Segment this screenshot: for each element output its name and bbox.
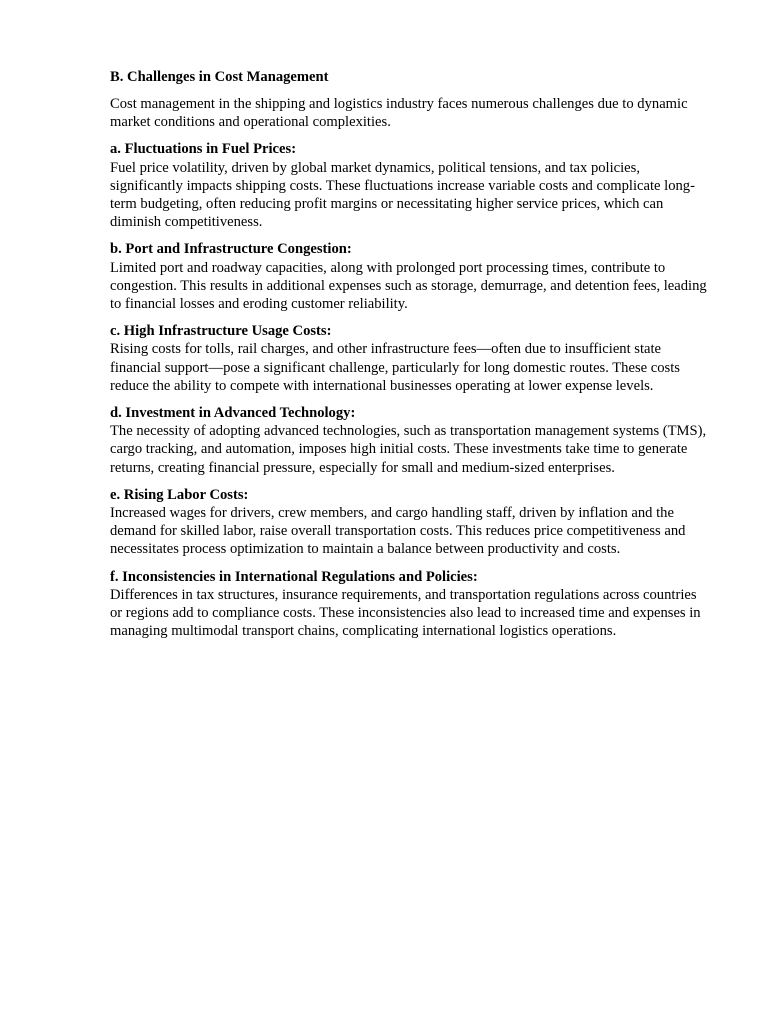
- challenge-infrastructure-costs: [110, 322, 712, 395]
- challenge-body: Limited port and roadway capacities, along with prolonged port processing times, contribute to congestion. This results in additional expenses such as storage, demurrage, and detention fees, leading to financial losses and eroding customer reliability.: [110, 259, 707, 313]
- challenge-body: Increased wages for drivers, crew members, and cargo handling staff, driven by inflation and the demand for skilled labor, raise overall transportation costs. This reduces price competitiveness and necessitates process optimization to maintain a balance between productivity and costs.: [110, 505, 686, 558]
- challenge-body: The necessity of adopting advanced technologies, such as transportation management systems (TMS), cargo tracking, and automation, imposes high initial costs. These investments take time to generate returns, creating financial pressure, especially for small and medium-sized enterprises.: [110, 423, 707, 476]
- section-heading: B. Challenges in Cost Management: [110, 69, 329, 85]
- challenge-technology-investment: [110, 404, 712, 477]
- challenge-port-congestion: [110, 240, 712, 313]
- challenge-body: Differences in tax structures, insurance requirements, and transportation regulations across countries or regions add to compliance costs. These inconsistencies also lead to increased time and expenses in managing multimodal transport chains, complicating international logistics operations.: [110, 586, 701, 640]
- challenge-fuel-prices: [110, 140, 712, 231]
- challenge-title: a. Fluctuations in Fuel Prices:: [110, 141, 297, 158]
- challenge-title: f. Inconsistencies in International Regulations and Policies:: [110, 568, 478, 585]
- challenge-body: Fuel price volatility, driven by global market dynamics, political tensions, and tax policies, significantly impacts shipping costs. These fluctuations increase variable costs and complicate long-term budgeting, often reducing profit margins or necessitating higher service prices, which can diminish competitiveness.: [110, 159, 695, 231]
- intro-paragraph: Cost management in the shipping and logistics industry faces numerous challenges due to dynamic market conditions and operational complexities.: [110, 96, 688, 131]
- challenge-body: Rising costs for tolls, rail charges, and other infrastructure fees—often due to insufficient state financial support—pose a significant challenge, particularly for long domestic routes. These costs reduce the ability to compete with international businesses operating at lower expense levels.: [110, 341, 680, 394]
- challenge-title: d. Investment in Advanced Technology:: [110, 405, 356, 422]
- challenge-title: e. Rising Labor Costs:: [110, 486, 249, 503]
- challenge-title: c. High Infrastructure Usage Costs:: [110, 323, 332, 340]
- challenge-regulations: [110, 568, 712, 641]
- challenge-title: b. Port and Infrastructure Congestion:: [110, 241, 352, 258]
- challenge-labor-costs: [110, 486, 712, 559]
- document-page: [110, 68, 712, 649]
